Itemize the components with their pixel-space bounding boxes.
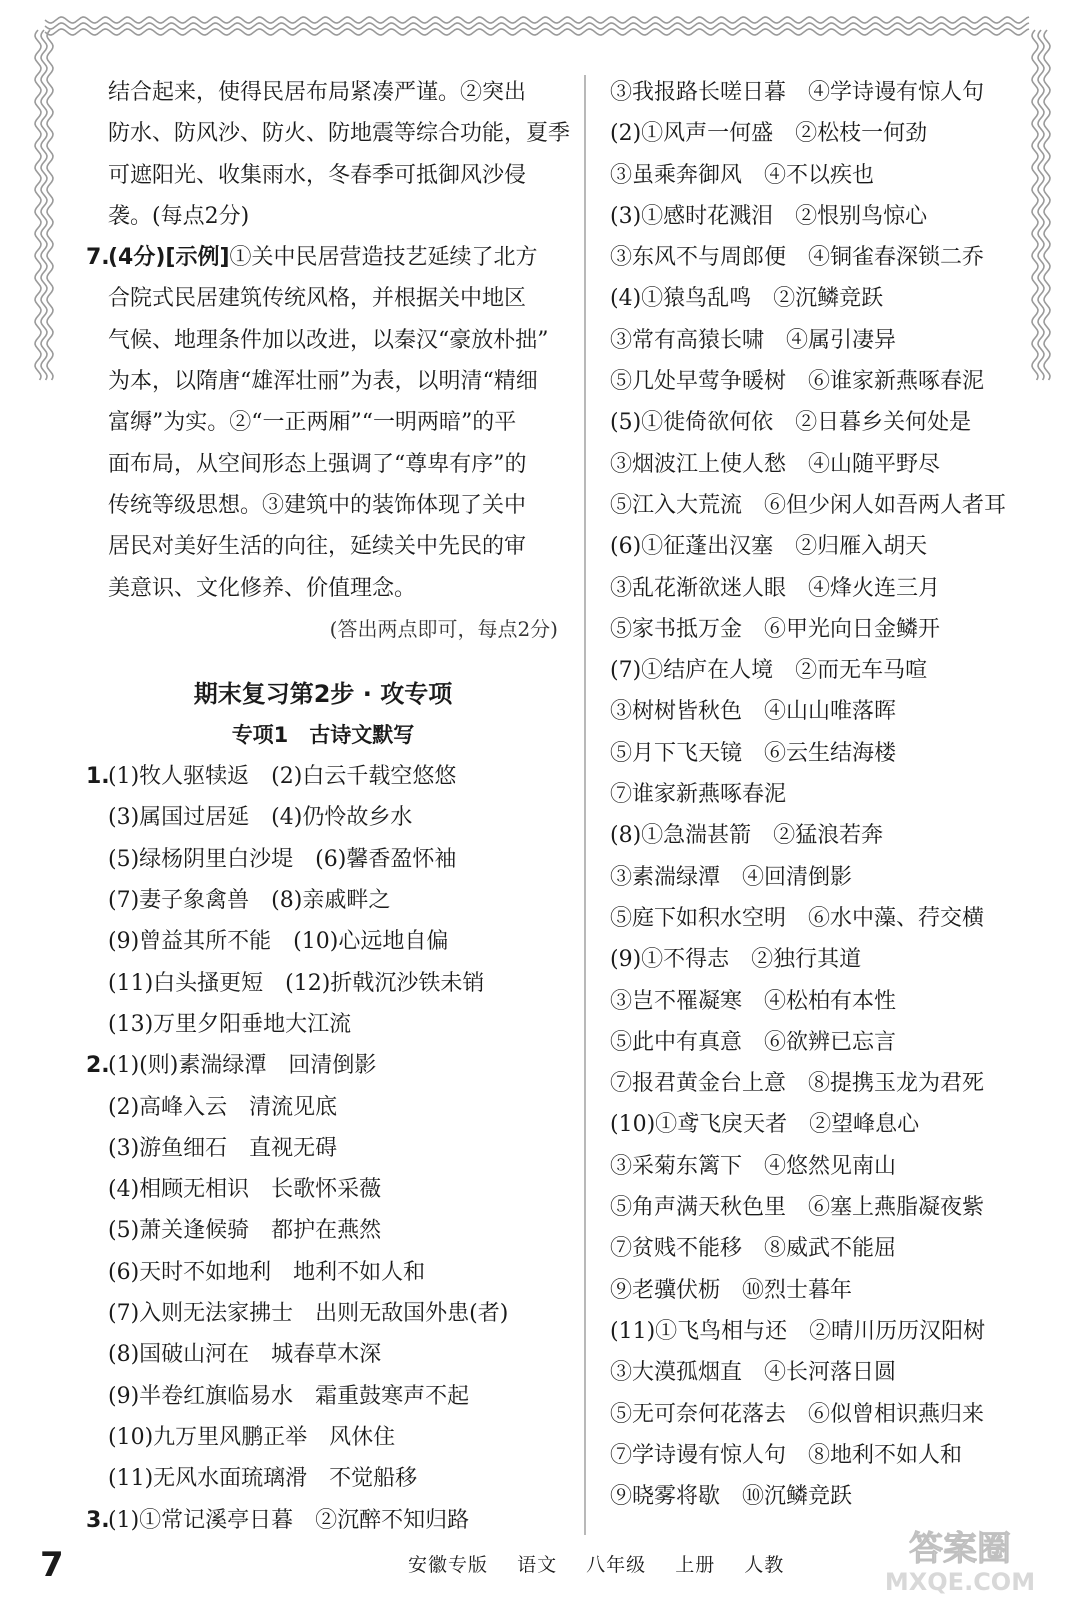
answer-line: ⑤角声满天秋色里 ⑥塞上燕脂凝夜紫 xyxy=(610,1195,985,1221)
text-line xyxy=(88,880,558,921)
line-text: 富缛”为实。②“一正两厢”“一明两暗”的平 xyxy=(108,410,517,436)
footer-grade: 八年级 xyxy=(586,1554,647,1576)
answer-line: (6)①征蓬出汉塞 ②归雁入胡天 xyxy=(610,534,928,560)
answer-line: ⑤月下飞天镜 ⑥云生结海楼 xyxy=(610,740,897,766)
text-line xyxy=(88,526,558,567)
left-column xyxy=(86,72,571,1541)
answer-line: (8)①急湍甚箭 ②猛浪若奔 xyxy=(610,823,884,849)
line-text: (答出两点即可，每点2分) xyxy=(329,616,558,641)
line-text: 可遮阳光、收集雨水，冬春季可抵御风沙侵 xyxy=(108,162,527,188)
text-line xyxy=(88,1004,558,1045)
right-column xyxy=(610,72,1030,1517)
answer-line: ③树树皆秋色 ④山山唯落晖 xyxy=(610,699,897,725)
answer-line: ③东风不与周郎便 ④铜雀春深锁二乔 xyxy=(610,245,985,271)
text-line xyxy=(88,1252,558,1293)
line-text: 结合起来，使得民居布局紧凑严谨。②突出 xyxy=(108,80,527,105)
text-line xyxy=(88,1169,558,1210)
answer-line: (2)①风声一何盛 ②松枝一何劲 xyxy=(610,121,928,147)
section-heading: 期末复习第2步 · 攻专项 xyxy=(193,680,453,709)
answer-line: ⑨老骥伏枥 ⑩烈士暮年 xyxy=(610,1277,853,1303)
text-line xyxy=(88,278,558,319)
line-text: 传统等级思想。③建筑中的装饰体现了关中 xyxy=(108,492,527,518)
line-text: (9)半卷红旗临易水 霜重鼓寒声不起 xyxy=(108,1383,470,1409)
answer-line: ⑤此中有真意 ⑥欲辨已忘言 xyxy=(610,1029,897,1055)
answer-line: ③烟波江上使人愁 ④山随平野尽 xyxy=(610,451,941,477)
line-text: (13)万里夕阳垂地大江流 xyxy=(108,1011,352,1037)
text-line xyxy=(88,113,571,154)
line-text: 面布局，从空间形态上强调了“尊卑有序”的 xyxy=(108,451,527,477)
answer-line: ⑨晓雾将歇 ⑩沉鳞竞跃 xyxy=(610,1484,853,1510)
answer-line: (3)①感时花溅泪 ②恨别鸟惊心 xyxy=(610,203,928,229)
text-line xyxy=(88,361,558,402)
text-line xyxy=(88,444,558,485)
line-text: (7)入则无法家拂士 出则无敌国外患(者) xyxy=(108,1301,509,1327)
answer-line: (5)①徙倚欲何依 ②日暮乡关何处是 xyxy=(610,410,972,436)
line-text: (6)天时不如地利 地利不如人和 xyxy=(108,1259,426,1285)
answer-line: ⑦贫贱不能移 ⑧威武不能屈 xyxy=(610,1236,897,1262)
line-text: 居民对美好生活的向往，延续关中先民的审 xyxy=(108,534,527,560)
line-text: (5)绿杨阴里白沙堤 (6)馨香盈怀袖 xyxy=(108,846,457,872)
answer-line: ③岂不罹凝寒 ④松柏有本性 xyxy=(610,988,897,1014)
score-note xyxy=(88,609,558,650)
line-text: (9)曾益其所不能 (10)心远地自偏 xyxy=(108,929,449,955)
line-text: (1)牧人驱犊返 (2)白云千载空悠悠 xyxy=(108,764,457,790)
answer-line: ⑤几处早莺争暖树 ⑥谁家新燕啄春泥 xyxy=(610,369,985,395)
line-text: (8)国破山河在 城春草木深 xyxy=(108,1342,382,1368)
answer-line: ⑤庭下如积水空明 ⑥水中藻、荇交横 xyxy=(610,905,985,931)
answer-line: ⑤家书抵万金 ⑥甲光向日金鳞开 xyxy=(610,616,941,642)
text-line xyxy=(88,1293,558,1334)
line-text: (1)(则)素湍绿潭 回清倒影 xyxy=(108,1053,377,1079)
answer-line: ③常有高猿长啸 ④属引凄异 xyxy=(610,327,897,353)
text-line xyxy=(88,797,558,838)
line-text: (2)高峰入云 清流见底 xyxy=(108,1094,338,1120)
text-line xyxy=(88,72,558,113)
text-line xyxy=(88,402,558,443)
question-number: 7. xyxy=(86,245,110,271)
answer-line: ⑦谁家新燕啄春泥 xyxy=(610,782,787,808)
line-text: (3)属国过居延 (4)仍怜故乡水 xyxy=(108,805,413,831)
text-line xyxy=(88,839,558,880)
answer-line: ⑦报君黄金台上意 ⑧提携玉龙为君死 xyxy=(610,1071,985,1097)
answer-line: (11)①飞鸟相与还 ②晴川历历汉阳树 xyxy=(610,1318,986,1344)
text-line xyxy=(88,320,558,361)
watermark-logo xyxy=(860,1518,1060,1598)
line-text: (11)白头搔更短 (12)折戟沉沙铁未销 xyxy=(108,970,485,996)
answer-line: ⑤江入大荒流 ⑥但少闲人如吾两人者耳 xyxy=(610,492,1007,518)
svg-text:MXQE.COM: MXQE.COM xyxy=(884,1568,1036,1596)
text-line xyxy=(88,1210,558,1251)
text-line xyxy=(88,756,558,797)
text-line xyxy=(88,1045,558,1086)
answer-line: (4)①猿鸟乱鸣 ②沉鳞竞跃 xyxy=(610,286,884,312)
line-text: 美意识、文化修养、价值理念。 xyxy=(108,575,417,601)
line-text: (10)九万里风鹏正举 风休住 xyxy=(108,1424,396,1450)
line-text: (7)妻子象禽兽 (8)亲戚畔之 xyxy=(108,888,391,914)
text-line xyxy=(88,921,558,962)
footer-edition: 安徽专版 xyxy=(408,1554,489,1576)
answer-line: ③素湍绿潭 ④回清倒影 xyxy=(610,864,853,890)
answer-line: ③虽乘奔御风 ④不以疾也 xyxy=(610,162,875,188)
question-number: 3. xyxy=(86,1507,110,1533)
line-text: (5)萧关逢候骑 都护在燕然 xyxy=(108,1218,382,1244)
answer-line: (9)①不得志 ②独行其道 xyxy=(610,947,862,973)
question-number: 2. xyxy=(86,1053,110,1079)
answer-line: (10)①鸢飞戾天者 ②望峰息心 xyxy=(610,1112,920,1138)
text-line xyxy=(88,155,558,196)
text-line xyxy=(88,485,558,526)
footer-publisher: 人教 xyxy=(744,1554,785,1576)
line-text: 防水、防风沙、防火、防地震等综合功能，夏季 xyxy=(108,121,571,147)
footer-subject: 语文 xyxy=(517,1554,558,1576)
line-text: (1)①常记溪亭日暮 ②沉醉不知归路 xyxy=(108,1507,470,1533)
line-text: ①关中民居营造技艺延续了北方 xyxy=(229,245,538,271)
text-line xyxy=(88,1087,558,1128)
text-line xyxy=(88,1417,558,1458)
line-text: 合院式民居建筑传统风格，并根据关中地区 xyxy=(108,286,527,312)
text-line xyxy=(88,1458,558,1499)
text-line xyxy=(88,963,558,1004)
text-line xyxy=(88,1500,558,1541)
line-text: 为本，以隋唐“雄浑壮丽”为表，以明清“精细 xyxy=(108,369,538,395)
text-line xyxy=(88,1376,558,1417)
line-text: (3)游鱼细石 直视无碍 xyxy=(108,1135,338,1161)
text-line xyxy=(88,1334,558,1375)
text-line xyxy=(88,568,558,609)
text-line xyxy=(88,237,558,278)
answer-line: ③大漠孤烟直 ④长河落日圆 xyxy=(610,1360,897,1386)
footer-info xyxy=(408,1550,806,1577)
answer-tag: (4分)[示例] xyxy=(108,245,230,271)
answer-line: (7)①结庐在人境 ②而无车马喧 xyxy=(610,658,928,684)
line-text: (4)相顾无相识 长歌怀采薇 xyxy=(108,1177,382,1203)
svg-text:答案圈: 答案圈 xyxy=(909,1529,1011,1569)
footer-volume: 上册 xyxy=(675,1554,716,1576)
question-number: 1. xyxy=(86,764,110,790)
answer-line: ⑦学诗谩有惊人句 ⑧地利不如人和 xyxy=(610,1442,963,1468)
answer-line: ③乱花渐欲迷人眼 ④烽火连三月 xyxy=(610,575,941,601)
line-text: 袭。(每点2分) xyxy=(108,203,250,229)
line-text: 气候、地理条件加以改进，以秦汉“豪放朴拙” xyxy=(108,327,549,353)
line-text: (11)无风水面琉璃滑 不觉船移 xyxy=(108,1466,418,1492)
text-line xyxy=(88,1128,558,1169)
section-subheading: 专项1 古诗文默写 xyxy=(231,723,415,748)
answer-line: ⑤无可奈何花落去 ⑥似曾相识燕归来 xyxy=(610,1401,985,1427)
page-number: 7 xyxy=(40,1545,64,1585)
text-line xyxy=(88,196,558,237)
answer-line: ③采菊东篱下 ④悠然见南山 xyxy=(610,1153,897,1179)
answer-line: ③我报路长嗟日暮 ④学诗谩有惊人句 xyxy=(610,80,985,105)
